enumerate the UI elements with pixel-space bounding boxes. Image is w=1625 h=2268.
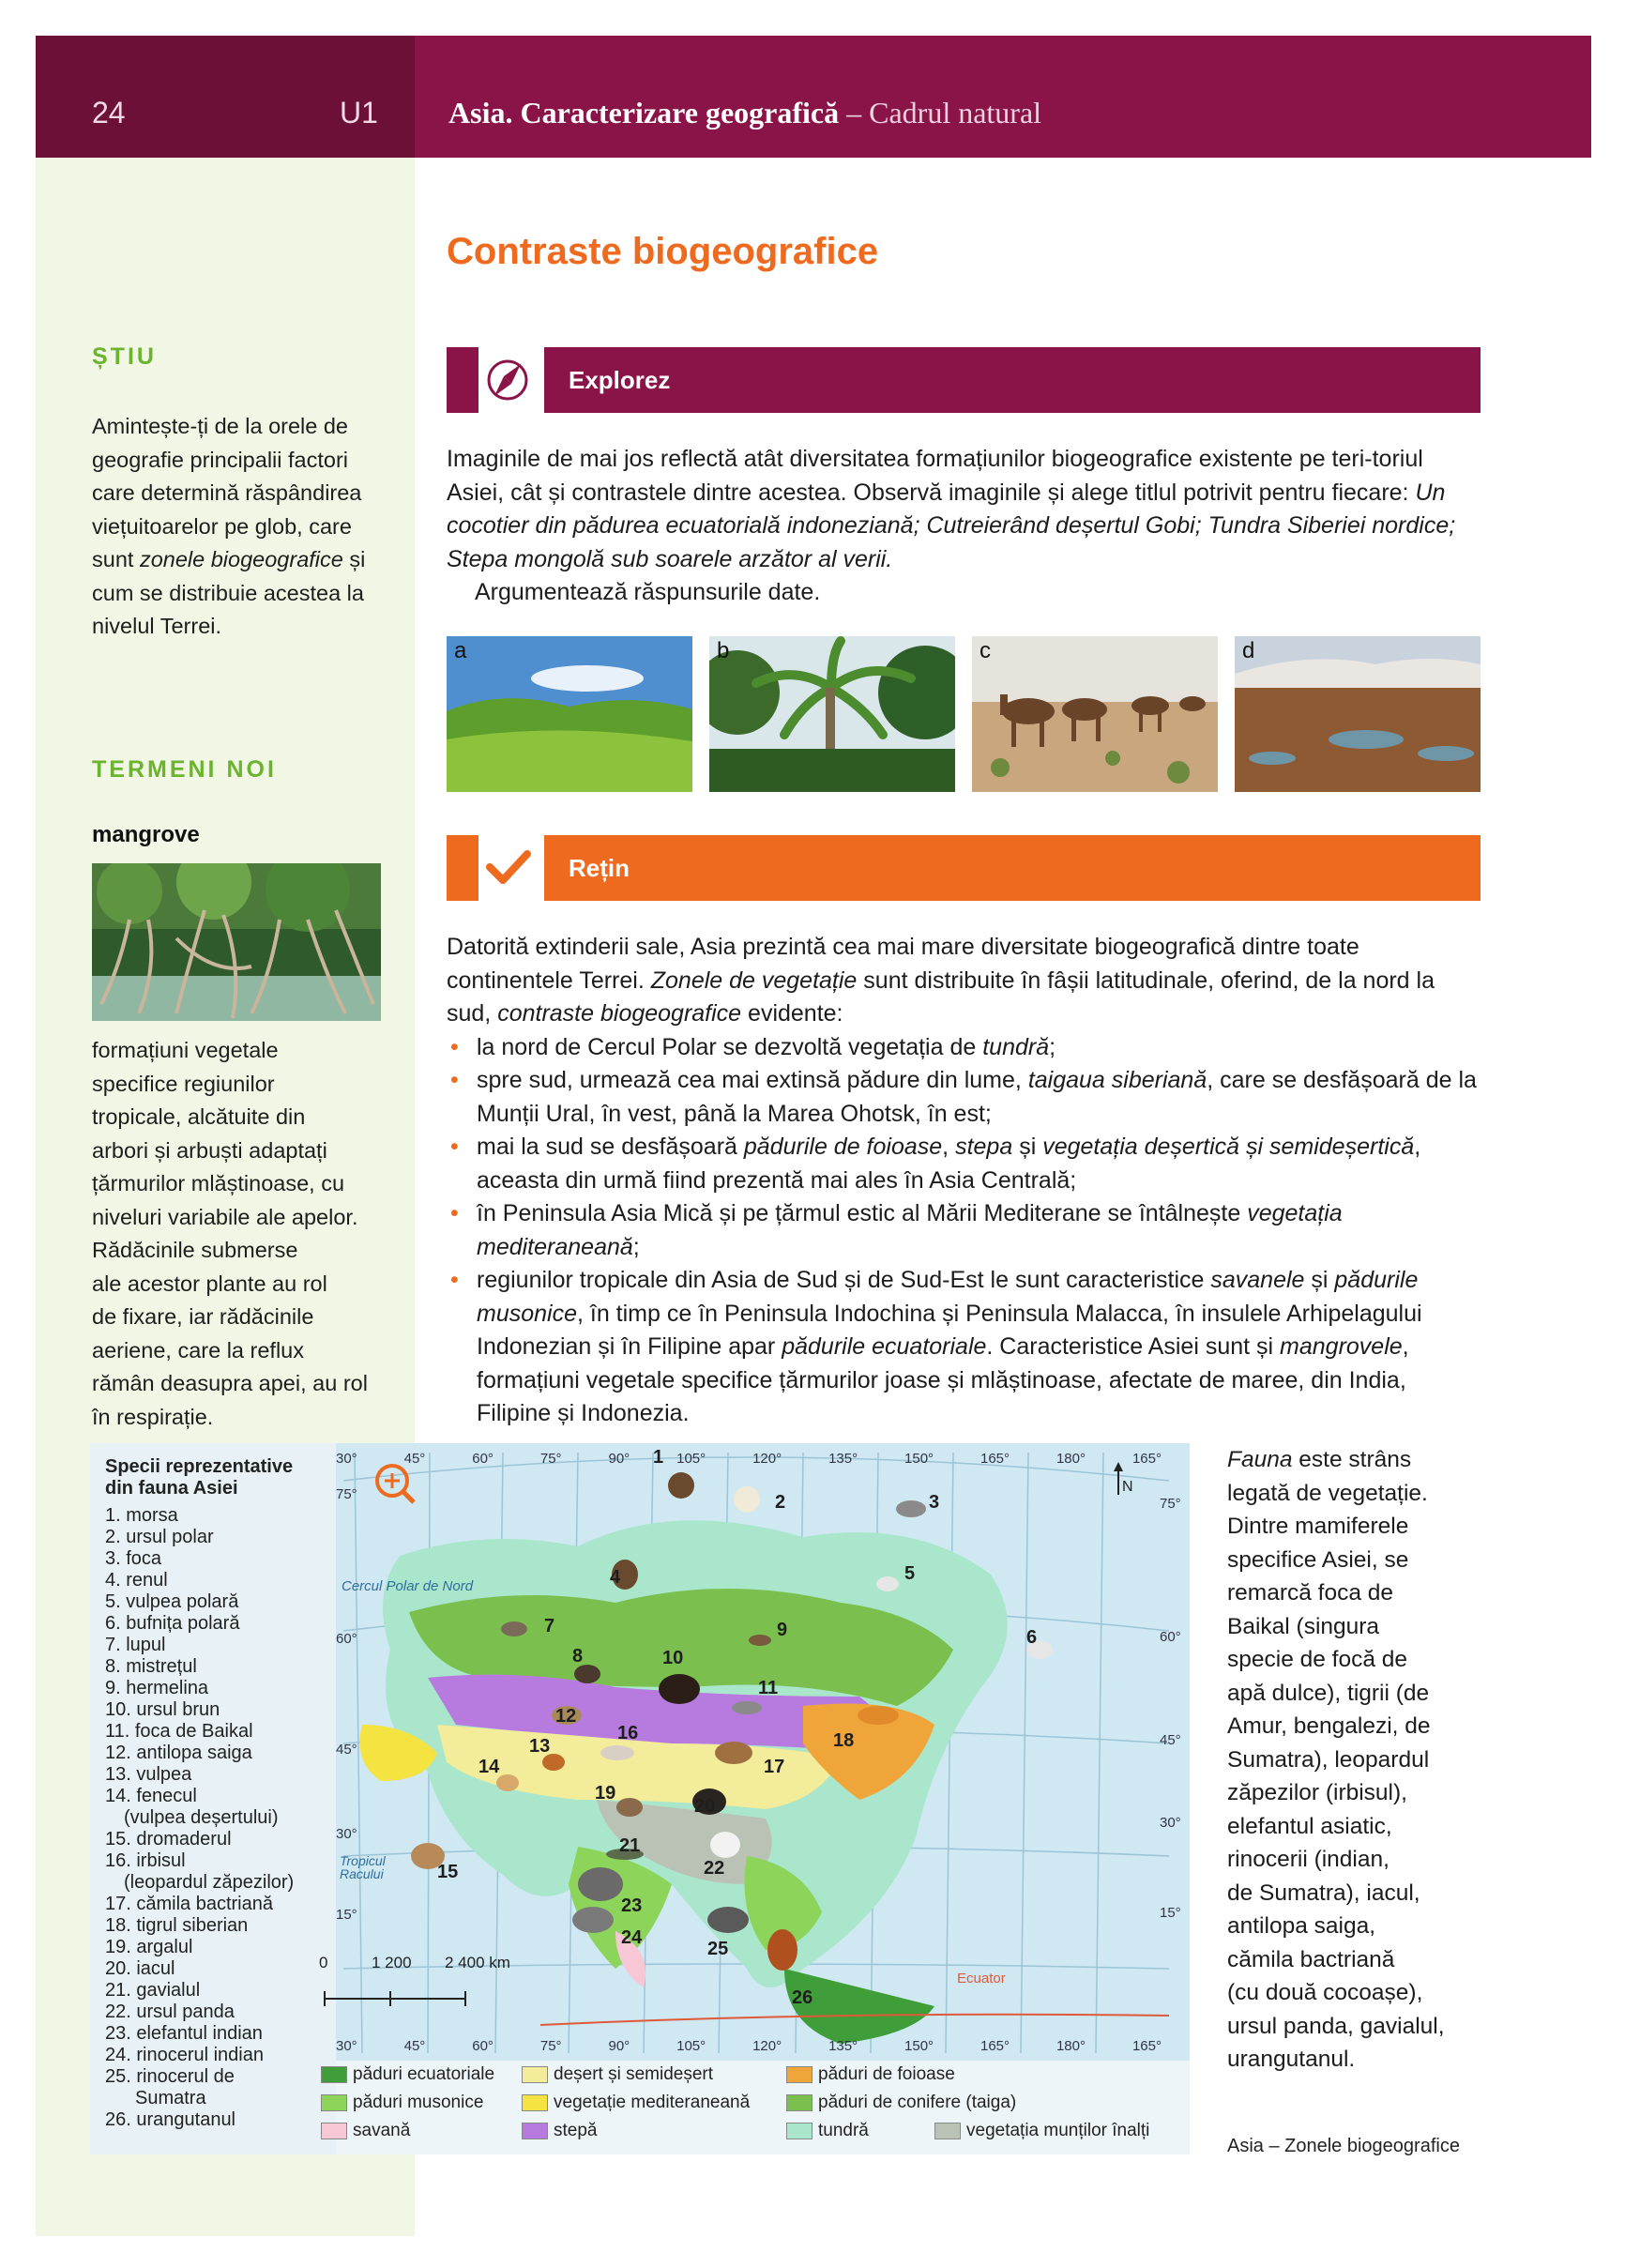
bullet-italic: pădurile musonice: [477, 1267, 1419, 1327]
retin-intro-part: Datorită extinderii sale, Asia prezintă cea mai mare diversitate biogeografică dintre toate continentele Terrei.: [447, 934, 1359, 994]
term-line: Rădăcinile submerse: [92, 1238, 298, 1262]
legend-title: Specii reprezentative: [105, 1456, 294, 1477]
map-number: 17: [764, 1757, 785, 1777]
species-item: (leopardul zăpezilor): [124, 1872, 295, 1893]
zone-swatch: [321, 2123, 347, 2139]
lat-label: 75°: [1160, 1496, 1181, 1512]
term-line: arbori și arbuști adaptați: [92, 1137, 327, 1163]
lon-label: 45°: [403, 1451, 426, 1467]
bullet-italic: pădurile ecuatoriale: [782, 1333, 987, 1360]
bullet-item: [447, 1197, 1481, 1264]
term-line: formațiuni vegetale: [92, 1038, 279, 1062]
species-item: 3. foca: [105, 1548, 162, 1569]
stiu-line: Amintește-ți de la orele de: [92, 414, 349, 438]
fauna-line: Amur, bengalezi, de: [1227, 1713, 1431, 1739]
lat-label: 75°: [336, 1486, 357, 1502]
lon-label: 30°: [336, 2038, 357, 2054]
fauna-italic: Fauna: [1227, 1447, 1293, 1472]
map-number: 14: [478, 1757, 500, 1777]
stiu-line: geografie principalii factori: [92, 447, 349, 472]
term-line: în respirație.: [92, 1404, 214, 1429]
fauna-line: urangutanul.: [1227, 2047, 1356, 2072]
page-number: 24: [92, 96, 126, 129]
map-number: 23: [621, 1895, 643, 1916]
zone-item: [321, 2064, 494, 2085]
term-line: de fixare, iar rădăcinile: [92, 1304, 314, 1329]
legend-title: din fauna Asiei: [105, 1478, 238, 1499]
palm-forest-image: [709, 636, 955, 792]
unit-label: U1: [340, 96, 378, 129]
retin-text: [447, 931, 1481, 1431]
lat-label: 30°: [336, 1826, 357, 1842]
term-line: țărmurilor mlăștinoase, cu: [92, 1171, 345, 1195]
zone-swatch: [786, 2094, 812, 2111]
species-item: 22. ursul panda: [105, 2002, 235, 2022]
species-item: 19. argalul: [105, 1937, 193, 1957]
stiu-line: cum se distribuie acestea la: [92, 580, 364, 605]
polar-circle-label: Cercul Polar de Nord: [342, 1578, 474, 1594]
map-number: 4: [610, 1567, 621, 1588]
retin-band: [447, 835, 1481, 901]
header-title-main: Asia. Caracterizare geografică: [448, 96, 840, 129]
species-item: 4. renul: [105, 1570, 168, 1591]
map-number: 8: [572, 1646, 584, 1667]
map-number: 21: [619, 1835, 641, 1856]
scale-0: 0: [319, 1954, 328, 1971]
zone-label: tundră: [818, 2121, 869, 2140]
map-number: 1: [653, 1447, 664, 1468]
lon-label: 90°: [608, 2038, 630, 2054]
zone-swatch: [522, 2094, 548, 2111]
term-line: specifice regiunilor: [92, 1071, 275, 1096]
species-item: 5. vulpea polară: [105, 1591, 239, 1612]
bullet-text: ,: [942, 1134, 956, 1160]
species-item: 7. lupul: [105, 1635, 166, 1655]
map-number: 26: [792, 1987, 813, 2008]
header-title: [448, 96, 1041, 130]
band-icon-box: [478, 347, 537, 413]
species-item: 20. iacul: [105, 1958, 175, 1979]
fauna-line: Baikal (singura: [1227, 1613, 1380, 1639]
fauna-line: remarcă foca de: [1227, 1580, 1394, 1606]
stiu-line-part: și: [342, 547, 366, 571]
header-title-sub: Cadrul natural: [869, 96, 1042, 129]
species-item: 8. mistrețul: [105, 1656, 197, 1677]
lat-label: 45°: [1160, 1732, 1181, 1748]
mangrove-image: [92, 863, 381, 1021]
zone-swatch: [934, 2123, 961, 2139]
species-item: 15. dromaderul: [105, 1829, 232, 1849]
photo-b: [709, 636, 955, 792]
lon-label: 105°: [676, 2038, 706, 2054]
map-number: 7: [544, 1616, 555, 1636]
lon-label: 150°: [904, 2038, 934, 2054]
bullet-italic: tundră: [982, 1033, 1050, 1060]
bullet-item: [447, 1031, 1481, 1065]
lon-label: 165°: [1131, 2038, 1162, 2054]
bullet-text: , aceasta din urmă fiind prezentă mai ales în Asia Centrală;: [477, 1134, 1421, 1194]
zone-item: [522, 2121, 597, 2141]
bullet-italic: taigaua siberiană: [1027, 1067, 1207, 1093]
species-item: 11. foca de Baikal: [105, 1721, 253, 1742]
map-number: 19: [595, 1783, 616, 1804]
band-accent: [447, 835, 478, 901]
fauna-text-part: este strâns: [1292, 1447, 1412, 1472]
map-number: 22: [704, 1858, 725, 1879]
lon-label: 75°: [539, 2038, 562, 2054]
map-number: 24: [621, 1927, 643, 1948]
stiu-line-italic: zonele biogeografice: [139, 547, 343, 571]
stiu-line: viețuitoarelor pe glob, care: [92, 513, 352, 539]
fauna-line: [1227, 1443, 1471, 1477]
checkmark-icon: [478, 835, 537, 901]
stiu-line: [92, 543, 385, 577]
lon-label: 165°: [1131, 1451, 1162, 1467]
fauna-line: legată de vegetație.: [1227, 1480, 1428, 1506]
lon-label: 180°: [1055, 1451, 1086, 1467]
species-item: 14. fenecul: [105, 1786, 197, 1806]
bullet-text: mai la sud se desfășoară: [477, 1134, 744, 1160]
explorez-p2: Argumentează răspunsurile date.: [475, 579, 821, 605]
bullet-italic: vegetația mediteraneană: [477, 1200, 1343, 1260]
mangrove-photo: [92, 863, 381, 1021]
zone-item: [522, 2064, 713, 2085]
retin-intro-italic: contraste biogeografice: [497, 1000, 742, 1027]
fauna-text: [1227, 1443, 1471, 2077]
band-icon-box: [478, 835, 537, 901]
lon-label: 75°: [539, 1451, 562, 1467]
band-fill: [544, 835, 1481, 901]
zone-swatch: [522, 2123, 548, 2139]
zone-item: [321, 2093, 483, 2113]
explorez-p1-italic: Un cocotier din pădurea ecuatorială indoneziană; Cutreierând deșertul Gobi; Tundra Siberiei nordice; Stepa mongolă sub soarele arzător al verii.: [447, 479, 1456, 572]
species-item: 12. antilopa saiga: [105, 1743, 252, 1763]
species-item: Sumatra: [135, 2088, 206, 2108]
band-fill: [544, 347, 1481, 413]
zone-swatch: [786, 2123, 812, 2139]
photo-tag: a: [454, 638, 467, 663]
termeni-heading: TERMENI NOI: [92, 756, 277, 783]
tundra-image: [1235, 636, 1481, 792]
photo-tag: b: [717, 638, 730, 663]
zone-swatch: [321, 2066, 347, 2083]
page-title: Contraste biogeografice: [447, 231, 879, 272]
species-item: 21. gavialul: [105, 1980, 201, 2001]
lat-label: 60°: [1160, 1629, 1181, 1645]
bullet-text: spre sud, urmează cea mai extinsă pădure din lume,: [477, 1067, 1028, 1093]
zone-label: savană: [353, 2121, 411, 2140]
bullet-text: , formațiuni vegetale specifice țărmurilor joase și mlăștinoase, afectate de maree, din India, Filipine și Indonezia.: [477, 1333, 1409, 1426]
fauna-line: cămila bactriană: [1227, 1946, 1395, 1972]
zone-label: stepă: [554, 2121, 598, 2140]
lon-label: 120°: [752, 2038, 782, 2054]
explorez-text: [447, 443, 1481, 610]
photo-tag: c: [980, 638, 991, 663]
map-number: 18: [833, 1730, 855, 1751]
explorez-band: [447, 347, 1481, 413]
fauna-line: specifice Asiei, se: [1227, 1546, 1409, 1573]
zone-label: păduri de conifere (taiga): [818, 2093, 1017, 2112]
bullet-italic: stepa: [955, 1134, 1013, 1160]
header-title-sep: –: [839, 96, 870, 129]
retin-intro-part: sunt distribuite în fâșii latitudinale, oferind, de la nord la sud,: [447, 967, 1435, 1027]
term-mangrove: mangrove: [92, 822, 200, 847]
bullet-text: și: [1304, 1267, 1335, 1293]
band-accent: [447, 347, 478, 413]
map-number: 15: [437, 1862, 459, 1882]
term-line: aeriene, care la reflux: [92, 1337, 304, 1362]
bullet-italic: savanele: [1210, 1267, 1305, 1293]
map-number: 13: [529, 1736, 551, 1757]
bullet-italic: pădurile de foioase: [743, 1134, 943, 1160]
photo-d: [1235, 636, 1481, 792]
map-number: 5: [904, 1563, 916, 1584]
species-item: 16. irbisul: [105, 1850, 186, 1871]
compass-icon: [478, 347, 537, 413]
desert-camels-image: [972, 636, 1218, 792]
bullet-text: ;: [1049, 1033, 1056, 1060]
photo-a: [447, 636, 692, 792]
bullet-item: [447, 1064, 1481, 1131]
lon-label: 165°: [980, 1451, 1010, 1467]
stiu-text: [92, 410, 385, 644]
scale-2400: 2 400 km: [445, 1954, 510, 1971]
term-line: tropicale, alcătuite din: [92, 1104, 306, 1129]
lat-label: 60°: [336, 1631, 357, 1647]
lon-label: 90°: [608, 1451, 630, 1467]
explorez-p1: Imaginile de mai jos reflectă atât diversitatea formațiunilor biogeografice existente pe teri-toriul Asiei, cât și contrastele dintre acestea. Observă imaginile și alege titlul potrivit pentru fiecare:: [447, 446, 1423, 506]
map-number: 12: [555, 1706, 577, 1727]
retin-bullets: [447, 1031, 1481, 1431]
retin-label: Rețin: [569, 854, 630, 882]
stiu-line: nivelul Terrei.: [92, 614, 222, 638]
top-longitudes: [336, 1451, 1162, 1467]
bullet-text: la nord de Cercul Polar se dezvoltă vegetația de: [477, 1033, 983, 1060]
fauna-line: de Sumatra), iacul,: [1227, 1880, 1420, 1906]
fauna-line: ursul panda, gavialul,: [1227, 2013, 1445, 2039]
bullet-text: regiunilor tropicale din Asia de Sud și de Sud-Est le sunt caracteristice: [477, 1267, 1211, 1293]
lat-label: 15°: [336, 1907, 357, 1923]
zone-item: [786, 2121, 869, 2141]
tropic-label: Tropicul Racului: [340, 1853, 386, 1881]
lat-label: 15°: [1160, 1905, 1181, 1921]
zone-label: vegetație mediteraneană: [554, 2093, 751, 2112]
fauna-line: rinocerii (indian,: [1227, 1847, 1390, 1872]
zone-label: vegetația munților înalți: [966, 2121, 1150, 2140]
zone-item: [522, 2093, 750, 2113]
species-item: 23. elefantul indian: [105, 2023, 263, 2044]
bullet-italic: mangrovele: [1280, 1333, 1403, 1360]
fauna-line: (cu două cocoașe),: [1227, 1980, 1423, 2005]
bullet-text: și: [1012, 1134, 1043, 1160]
zone-item: [786, 2093, 1016, 2113]
lat-label: 30°: [1160, 1815, 1181, 1831]
lon-label: 135°: [828, 2038, 858, 2054]
map-number: 16: [617, 1723, 639, 1743]
zone-label: păduri ecuatoriale: [353, 2064, 495, 2084]
species-item: 9. hermelina: [105, 1678, 209, 1698]
species-item: 13. vulpea: [105, 1764, 192, 1785]
fauna-line: zăpezilor (irbisul),: [1227, 1780, 1407, 1805]
stiu-line-part: sunt: [92, 547, 140, 571]
retin-intro-italic: Zonele de vegetație: [650, 967, 858, 994]
retin-intro-part: evidente:: [741, 1000, 843, 1027]
bullet-text: ;: [632, 1233, 640, 1260]
fauna-line: antilopa saiga,: [1227, 1913, 1376, 1939]
species-item: 10. ursul brun: [105, 1699, 220, 1720]
fauna-line: Dintre mamiferele: [1227, 1514, 1409, 1539]
lon-label: 150°: [904, 1451, 934, 1467]
zone-item: [321, 2121, 410, 2141]
term-line: ale acestor plante au rol: [92, 1271, 327, 1296]
photo-tag: d: [1242, 638, 1255, 663]
lon-label: 60°: [472, 2038, 494, 2054]
fauna-line: elefantul asiatic,: [1227, 1813, 1392, 1839]
photo-c: [972, 636, 1218, 792]
term-line: rămân deasupra apei, au rol: [92, 1371, 368, 1395]
bullet-italic: vegetația deșertică și semideșertică: [1042, 1134, 1415, 1160]
steppe-image: [447, 636, 692, 792]
map-number: 11: [758, 1678, 779, 1698]
explorez-paragraph: [447, 443, 1481, 576]
lon-label: 105°: [676, 1451, 706, 1467]
scale-1200: 1 200: [372, 1954, 412, 1971]
map-number: 3: [929, 1492, 940, 1513]
lat-label: 45°: [336, 1742, 357, 1758]
map-number: 9: [777, 1620, 788, 1640]
lon-label: 45°: [403, 2038, 426, 2054]
zone-label: deșert și semideșert: [554, 2064, 714, 2084]
lon-label: 135°: [828, 1451, 858, 1467]
zone-item: [786, 2064, 955, 2085]
bullet-text: . Caracteristice Asiei sunt și: [986, 1333, 1281, 1360]
stiu-line: care determină răspândirea: [92, 480, 362, 505]
species-item: 24. rinocerul indian: [105, 2045, 264, 2065]
fauna-line: Sumatra), leopardul: [1227, 1746, 1430, 1773]
zone-label: păduri musonice: [353, 2093, 484, 2112]
term-definition: [92, 1034, 385, 1434]
species-item: 6. bufnița polară: [105, 1613, 240, 1634]
map-number: 6: [1026, 1627, 1038, 1648]
species-item: 18. tigrul siberian: [105, 1915, 249, 1936]
zone-item: [934, 2121, 1149, 2141]
stiu-heading: ȘTIU: [92, 343, 157, 370]
bullet-text: în Peninsula Asia Mică și pe țărmul estic al Mării Mediterane se întâlnește: [477, 1200, 1248, 1226]
lon-label: 120°: [752, 1451, 782, 1467]
bullet-text: , care se desfășoară de la Munții Ural, în vest, până la Marea Ohotsk, în est;: [477, 1067, 1477, 1127]
explorez-label: Explorez: [569, 366, 671, 394]
zone-swatch: [321, 2094, 347, 2111]
equator-label: Ecuator: [957, 1971, 1006, 1986]
map-caption: Asia – Zonele biogeografice: [1227, 2136, 1460, 2156]
zone-swatch: [522, 2066, 548, 2083]
bottom-longitudes: [336, 2038, 1162, 2054]
lon-label: 60°: [472, 1451, 494, 1467]
map-number: 10: [662, 1648, 684, 1668]
map-number: 25: [707, 1939, 729, 1959]
fauna-line: specie de focă de: [1227, 1647, 1408, 1672]
bullet-text: , în timp ce în Peninsula Indochina și Peninsula Malacca, în insulele Arhipelagului Indonezian și în Filipine apar: [477, 1300, 1422, 1360]
zone-label: păduri de foioase: [818, 2064, 955, 2084]
retin-intro: [447, 931, 1481, 1031]
lon-label: 180°: [1055, 2038, 1086, 2054]
fauna-line: apă dulce), tigrii (de: [1227, 1680, 1430, 1706]
lon-label: 30°: [336, 1451, 357, 1467]
bullet-item: [447, 1131, 1481, 1197]
species-item: 1. morsa: [105, 1505, 178, 1526]
term-line: niveluri variabile ale apelor.: [92, 1204, 358, 1229]
lon-label: 165°: [980, 2038, 1010, 2054]
species-item: 17. cămila bactriană: [105, 1894, 273, 1914]
zone-swatch: [786, 2066, 812, 2083]
species-legend: [105, 1456, 330, 2131]
map-number: 2: [775, 1492, 786, 1513]
species-item: 2. ursul polar: [105, 1527, 214, 1547]
species-item: 26. urangutanul: [105, 2109, 236, 2130]
species-item: (vulpea deșertului): [124, 1807, 279, 1828]
north-label: N: [1122, 1479, 1133, 1495]
species-item: 25. rinocerul de: [105, 2066, 235, 2087]
map-number: 20: [694, 1796, 716, 1817]
bullet-item: [447, 1264, 1481, 1431]
